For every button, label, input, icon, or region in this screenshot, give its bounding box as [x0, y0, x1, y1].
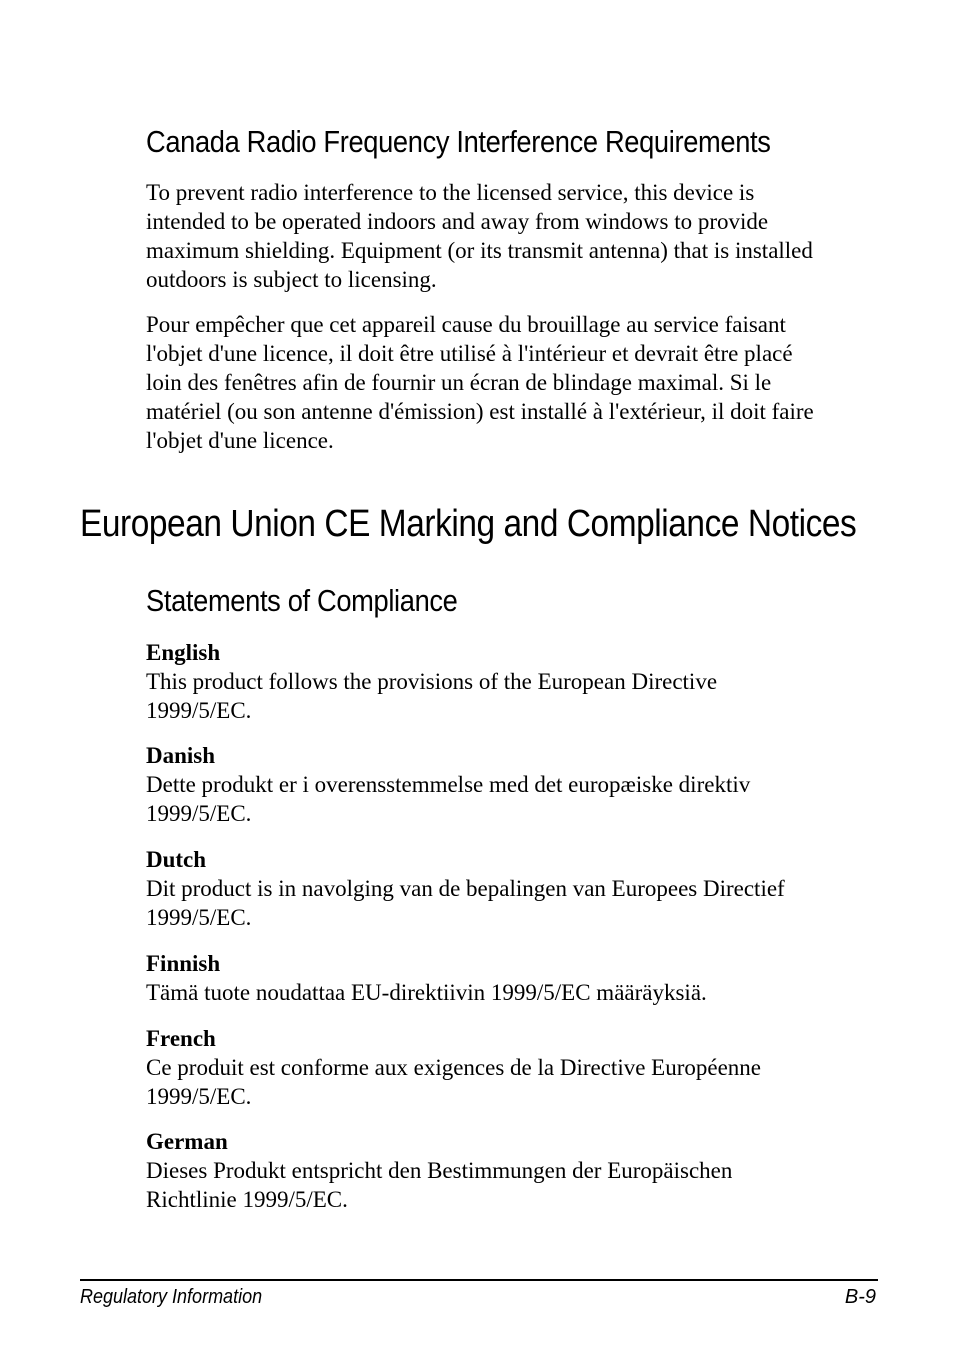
paragraph-line: Pour empêcher que cet appareil cause du brouillage au service faisant — [146, 312, 786, 337]
canada-paragraph-english — [146, 178, 886, 294]
language-name: German — [146, 1129, 228, 1154]
language-statement-finnish — [146, 949, 886, 1007]
paragraph-line: To prevent radio interference to the licensed service, this device is — [146, 180, 755, 205]
language-name: English — [146, 640, 221, 665]
statements-subheading: Statements of Compliance — [146, 583, 458, 618]
statement-line: This product follows the provisions of the European Directive — [146, 669, 718, 694]
language-name: Finnish — [146, 951, 221, 976]
statement-line: Dieses Produkt entspricht den Bestimmungen der Europäischen — [146, 1158, 733, 1183]
language-statement-english — [146, 638, 886, 725]
language-name: Danish — [146, 743, 216, 768]
statement-line: Ce produit est conforme aux exigences de la Directive Européenne — [146, 1055, 762, 1080]
paragraph-line: intended to be operated indoors and away from windows to provide — [146, 209, 769, 234]
language-name: French — [146, 1026, 216, 1051]
canada-rfi-heading: Canada Radio Frequency Interference Requirements — [146, 124, 771, 159]
language-name: Dutch — [146, 847, 207, 872]
statement-line: 1999/5/EC. — [146, 1084, 252, 1109]
paragraph-line: maximum shielding. Equipment (or its transmit antenna) that is installed — [146, 238, 813, 263]
footer-rule — [80, 1279, 878, 1281]
paragraph-line: l'objet d'une licence. — [146, 428, 334, 453]
canada-paragraph-french — [146, 310, 886, 455]
footer-section-title: Regulatory Information — [80, 1286, 263, 1308]
footer-page-number: B-9 — [844, 1286, 876, 1308]
eu-ce-heading: European Union CE Marking and Compliance Notices — [80, 503, 857, 545]
statement-line: 1999/5/EC. — [146, 698, 252, 723]
statement-line: 1999/5/EC. — [146, 801, 252, 826]
language-statement-german — [146, 1127, 886, 1214]
statement-line: Richtlinie 1999/5/EC. — [146, 1187, 348, 1212]
statement-line: Dit product is in navolging van de bepalingen van Europees Directief — [146, 876, 785, 901]
statement-line: Dette produkt er i overensstemmelse med det europæiske direktiv — [146, 772, 751, 797]
language-statement-french — [146, 1024, 886, 1111]
statement-line: Tämä tuote noudattaa EU-direktiivin 1999/5/EC määräyksiä. — [146, 980, 707, 1005]
paragraph-line: loin des fenêtres afin de fournir un écran de blindage maximal. Si le — [146, 370, 772, 395]
statement-line: 1999/5/EC. — [146, 905, 252, 930]
language-statement-dutch — [146, 845, 886, 932]
paragraph-line: l'objet d'une licence, il doit être utilisé à l'intérieur et devrait être placé — [146, 341, 793, 366]
paragraph-line: outdoors is subject to licensing. — [146, 267, 437, 292]
language-statement-danish — [146, 741, 886, 828]
paragraph-line: matériel (ou son antenne d'émission) est installé à l'extérieur, il doit faire — [146, 399, 814, 424]
